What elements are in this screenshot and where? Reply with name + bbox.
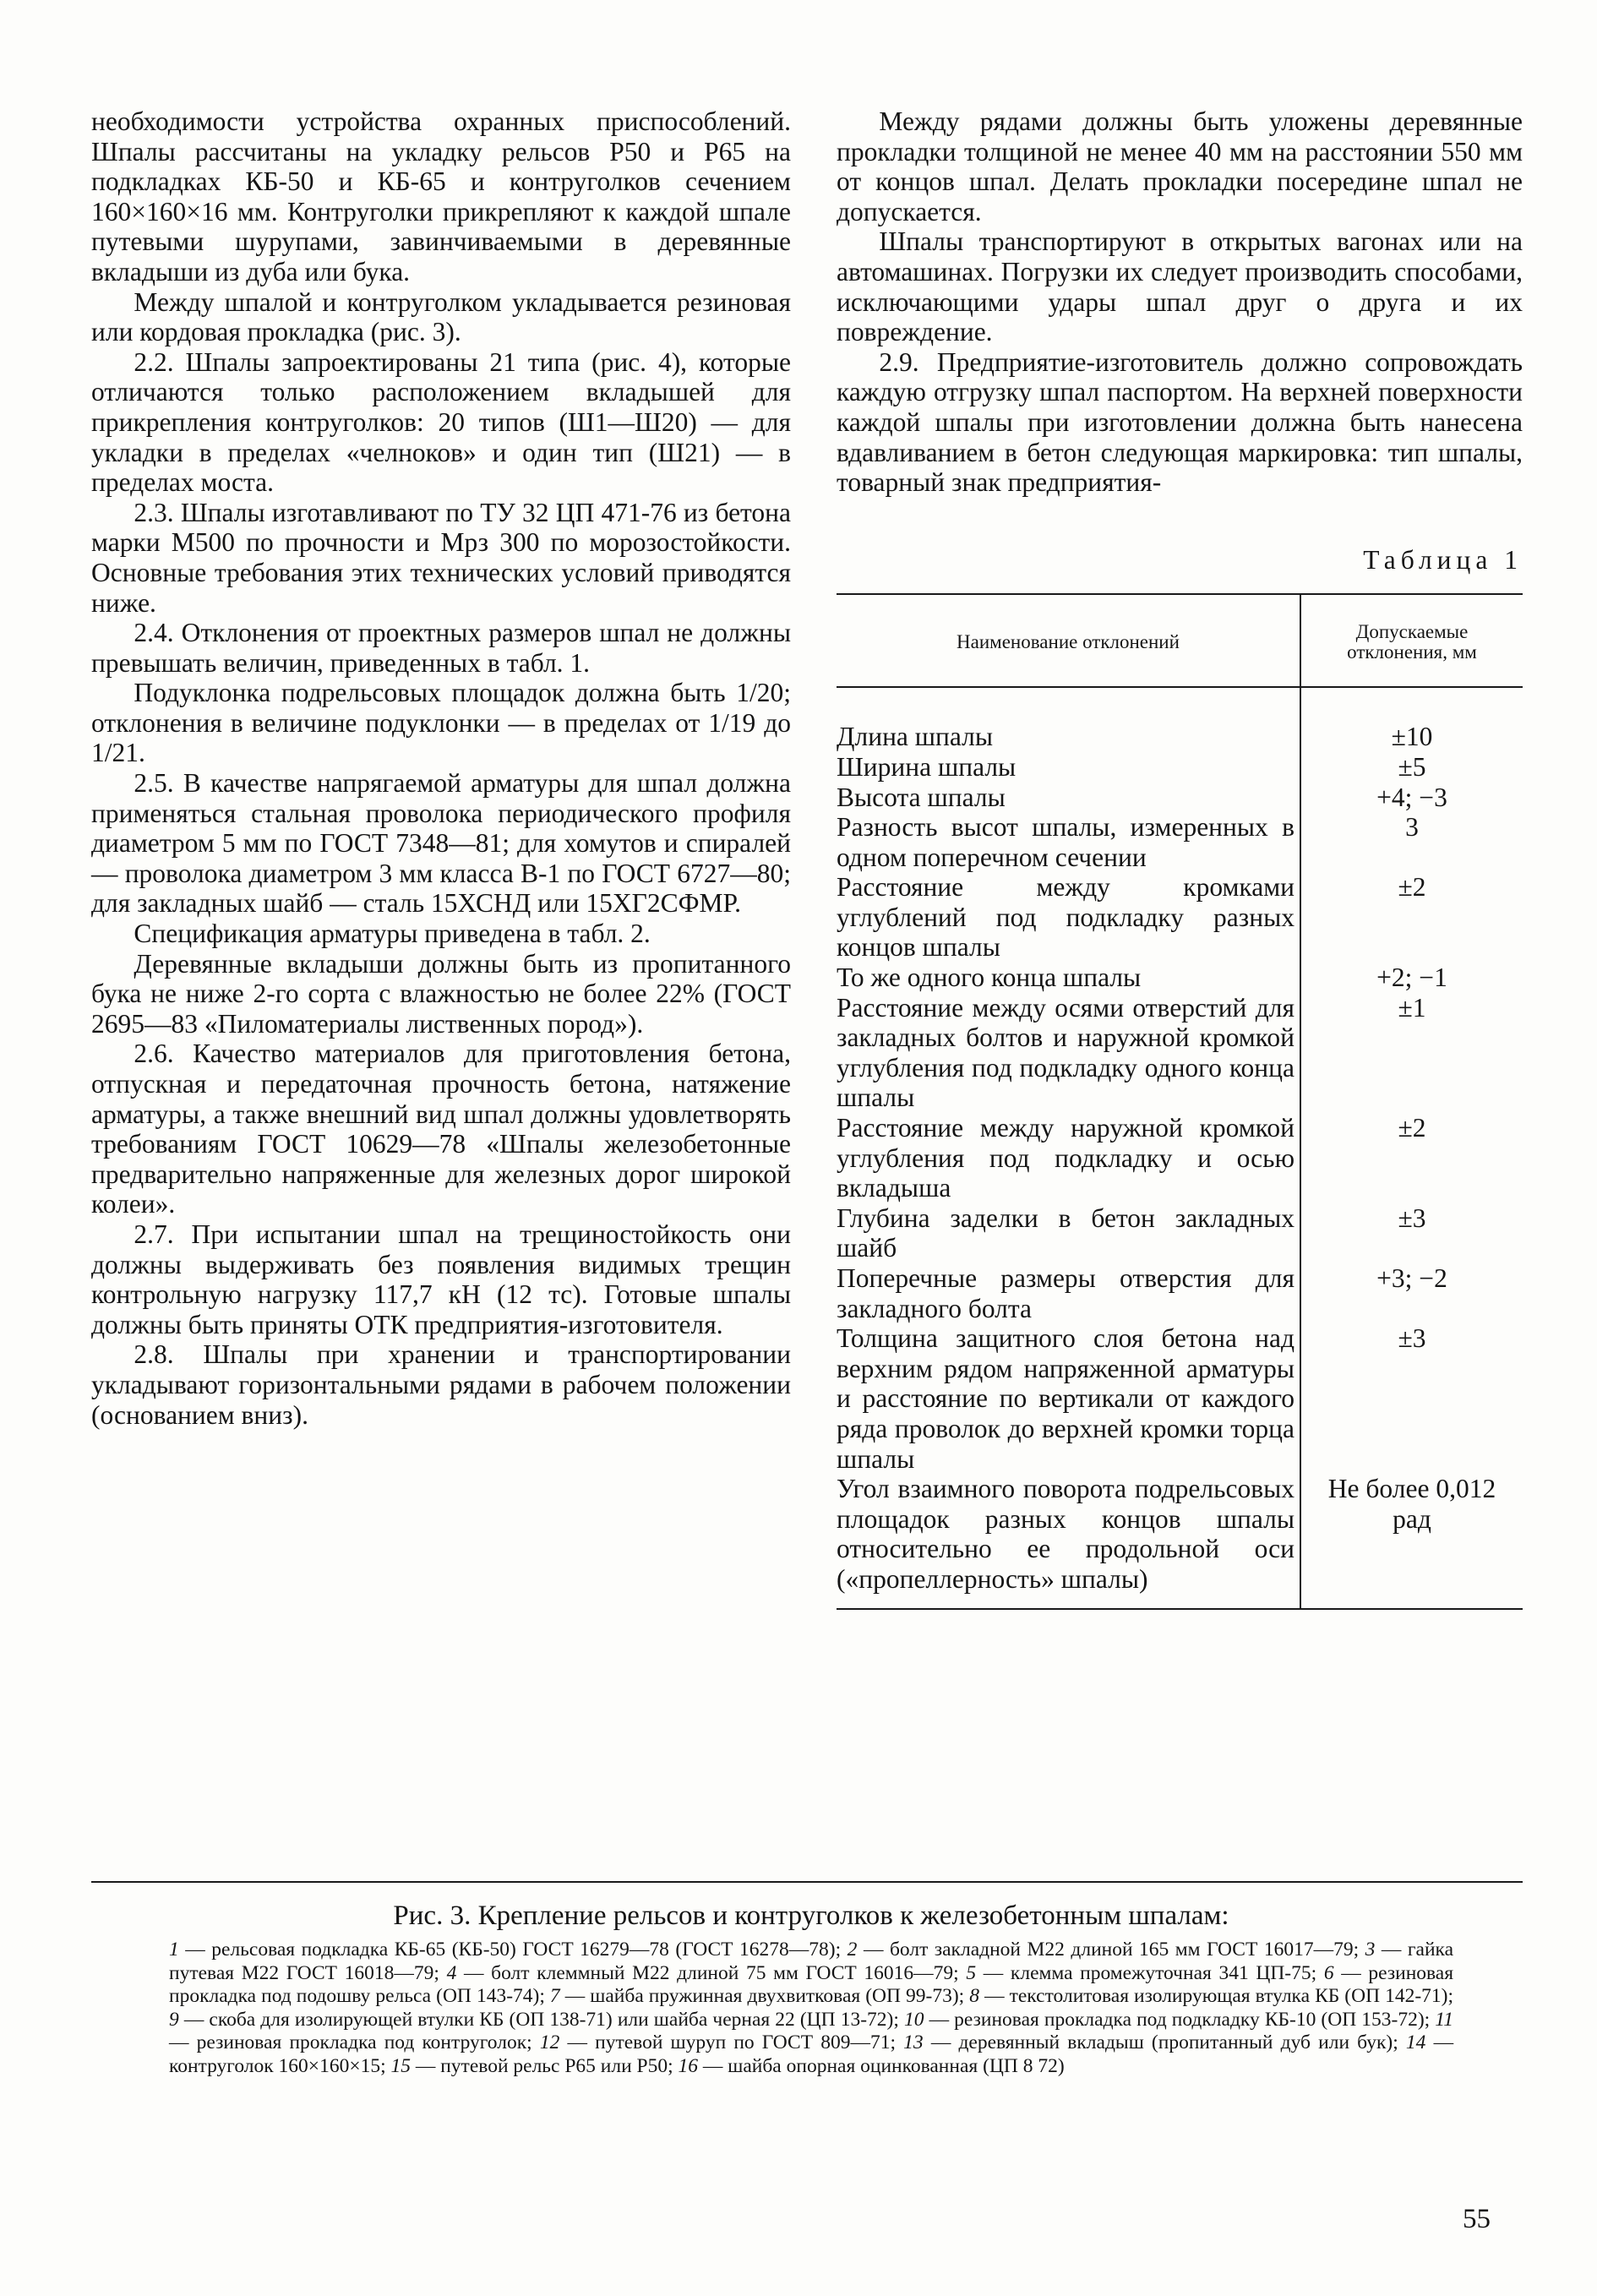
figure-divider <box>91 1881 1523 1883</box>
paragraph: 2.7. При испытании шпал на трещиностойкость они должны выдерживать без появления видимых трещин контрольную нагрузку 117,7 кН (12 тс). Готовые шпалы должны быть приняты ОТК предприятия-изготовителя. <box>91 1219 791 1339</box>
table-header-row <box>837 594 1523 687</box>
legend-number: 5 <box>966 1961 977 1984</box>
paragraph: 2.9. Предприятие-изготовитель должно сопровождать каждую отгрузку шпал паспортом. На верхней поверхности каждой шпалы при изготовлении должна быть нанесена вдавливанием в бетон следующая маркировка: тип шпалы, товарный знак предприятия- <box>837 346 1523 498</box>
legend-number: 9 <box>169 2008 179 2031</box>
deviation-name: Угол взаимного поворота подрельсовых площадок разных концов шпалы относительно ее продольной оси («пропеллерность» шпалы) <box>837 1474 1294 1594</box>
table-row <box>837 1113 1523 1203</box>
paragraph: необходимости устройства охранных приспособлений. Шпалы рассчитаны на укладку рельсов Р50 и Р65 на подкладках КБ-50 и КБ-65 и контруголков сечением 160×160×16 мм. Контруголки прикрепляют к каждой шпале путевыми шурупами, завинчиваемыми в деревянные вкладыши из дуба или бука. <box>91 106 791 286</box>
deviations-table <box>837 593 1523 1609</box>
legend-text: — болт клеммный М22 длиной 75 мм ГОСТ 16016—79; <box>464 1961 959 1984</box>
paragraph: 2.4. Отклонения от проектных размеров шпал не должны превышать величин, приведенных в табл. 1. <box>91 618 791 678</box>
table-row <box>837 1203 1523 1263</box>
deviation-value: +4; −3 <box>1300 783 1523 813</box>
legend-number: 7 <box>549 1985 560 2007</box>
deviation-name: Высота шпалы <box>837 782 1006 812</box>
table-row <box>837 752 1523 783</box>
legend-text: — резиновая прокладка под подкладку КБ-10 (ОП 153-72); <box>929 2008 1431 2031</box>
deviation-value: ±3 <box>1300 1203 1523 1263</box>
table-row <box>837 872 1523 963</box>
deviation-value: ±2 <box>1300 1113 1523 1203</box>
legend-number: 10 <box>903 2008 924 2031</box>
legend-text: — резиновая прокладка под контруголок; <box>169 2031 532 2053</box>
table-row <box>837 687 1523 752</box>
deviation-name: Длина шпалы <box>837 722 994 752</box>
deviation-value: ±1 <box>1300 993 1523 1113</box>
deviation-value: ±5 <box>1300 752 1523 783</box>
deviation-value: ±3 <box>1300 1323 1523 1474</box>
legend-text: — путевой шуруп по ГОСТ 809—71; <box>567 2031 896 2053</box>
table-row <box>837 1474 1523 1608</box>
table-row <box>837 783 1523 813</box>
table-row <box>837 1323 1523 1474</box>
figure-caption <box>169 1900 1453 2078</box>
paragraph: 2.6. Качество материалов для приготовления бетона, отпускная и передаточная прочность бетона, натяжение арматуры, а также внешний вид шпал должны удовлетворять требованиям ГОСТ 10629—78 «Шпалы железобетонные предварительно напряженные для железных дорог широкой колеи». <box>91 1039 791 1219</box>
figure-caption-title: Рис. 3. Крепление рельсов и контруголков к железобетонным шпалам: <box>393 1901 1229 1931</box>
legend-number: 2 <box>847 1939 858 1961</box>
legend-text: — резиновая прокладка под подошву рельса (ОП 143-74); <box>169 1961 1454 2007</box>
legend-text: — путевой рельс Р65 или Р50; <box>415 2054 673 2077</box>
legend-text: — рельсовая подкладка КБ-65 (КБ-50) ГОСТ 16279—78 (ГОСТ 16278—78); <box>185 1939 842 1961</box>
legend-number: 12 <box>539 2031 560 2053</box>
deviation-value: ±2 <box>1300 872 1523 963</box>
paragraph: Деревянные вкладыши должны быть из пропитанного бука не ниже 2-го сорта с влажностью не более 22% (ГОСТ 2695—83 «Пиломатериалы лиственных пород»). <box>91 948 791 1039</box>
legend-number: 16 <box>678 2054 698 2077</box>
deviation-name: Толщина защитного слоя бетона над верхним рядом напряженной арматуры и расстояние по вертикали от каждого ряда проволок до верхней кромки торца шпалы <box>837 1323 1294 1474</box>
deviation-value: 3 <box>1300 812 1523 872</box>
legend-number: 14 <box>1405 2031 1426 2053</box>
deviation-name: Расстояние между осями отверстий для закладных болтов и наружной кромкой углубления под подкладку одного конца шпалы <box>837 992 1294 1113</box>
table-body <box>837 687 1523 1608</box>
page-number: 55 <box>1463 2204 1491 2234</box>
deviation-name: Разность высот шпалы, измеренных в одном поперечном сечении <box>837 812 1294 872</box>
deviation-name: Расстояние между наружной кромкой углубления под подкладку и осью вкладыша <box>837 1113 1294 1203</box>
deviation-name: Расстояние между кромками углублений под подкладку разных концов шпалы <box>837 872 1294 963</box>
paragraph: 2.3. Шпалы изготавливают по ТУ 32 ЦП 471-76 из бетона марки М500 по прочности и Мрз 300 по морозостойкости. Основные требования этих технических условий приводятся ниже. <box>91 497 791 618</box>
legend-text: — клемма промежуточная 341 ЦП-75; <box>983 1961 1317 1984</box>
deviation-value: ±10 <box>1300 687 1523 752</box>
deviation-name: Глубина заделки в бетон закладных шайб <box>837 1203 1294 1263</box>
legend-text: — контруголок 160×160×15; <box>169 2031 1454 2077</box>
header-value: Допускаемые отклонения, мм <box>1300 594 1523 687</box>
paragraph: Между шпалой и контруголком укладывается резиновая или кордовая прокладка (рис. 3). <box>91 286 791 347</box>
legend-number: 1 <box>169 1939 179 1961</box>
deviation-value: Не более 0,012 рад <box>1300 1474 1523 1608</box>
paragraph: 2.2. Шпалы запроектированы 21 типа (рис. 4), которые отличаются только расположением вкладышей для прикрепления контруголков: 20 типов (Ш1—Ш20) — для укладки в пределах «челноков» и один тип (Ш21) — в пределах моста. <box>91 346 791 498</box>
right-column <box>837 106 1523 1610</box>
paragraph: 2.5. В качестве напрягаемой арматуры для шпал должна применяться стальная проволока периодического профиля диаметром 5 мм по ГОСТ 7348—81; для хомутов и спиралей — проволока диаметром 3 мм класса В-1 по ГОСТ 6727—80; для закладных шайб — сталь 15ХСНД или 15ХГ2СФМР. <box>91 768 791 919</box>
table-row <box>837 993 1523 1113</box>
paragraph: Между рядами должны быть уложены деревянные прокладки толщиной не менее 40 мм на расстоянии 550 мм от концов шпал. Делать прокладки посередине шпал не допускается. <box>837 106 1523 226</box>
legend-number: 8 <box>969 1985 980 2007</box>
deviation-value: +3; −2 <box>1300 1263 1523 1323</box>
deviation-value: +2; −1 <box>1300 963 1523 993</box>
figure-caption-legend <box>169 1939 1453 2078</box>
legend-text: — шайба пружинная двухвитковая (ОП 99-73); <box>564 1985 965 2007</box>
header-name: Наименование отклонений <box>837 594 1300 687</box>
table-row <box>837 1263 1523 1323</box>
paragraph: Шпалы транспортируют в открытых вагонах или на автомашинах. Погрузки их следует производить способами, исключающими удары шпал друг о друга и их повреждение. <box>837 226 1523 347</box>
legend-number: 11 <box>1435 2008 1454 2031</box>
deviation-name: То же одного конца шпалы <box>837 963 1142 993</box>
table-caption: Таблица 1 <box>1363 544 1523 575</box>
table-row <box>837 812 1523 872</box>
legend-number: 3 <box>1365 1939 1376 1961</box>
paragraph: 2.8. Шпалы при хранении и транспортировании укладывают горизонтальными рядами в рабочем положении (основанием вниз). <box>91 1339 791 1430</box>
legend-text: — болт закладной М22 длиной 165 мм ГОСТ 16017—79; <box>863 1939 1360 1961</box>
legend-text: — скоба для изолирующей втулки КБ (ОП 138-71) или шайба черная 22 (ЦП 13-72); <box>183 2008 899 2031</box>
legend-text: — текстолитовая изолирующая втулка КБ (ОП 142-71); <box>984 1985 1454 2007</box>
deviation-name: Поперечные размеры отверстия для закладного болта <box>837 1263 1294 1323</box>
paragraph: Спецификация арматуры приведена в табл. 2. <box>134 919 651 949</box>
legend-number: 13 <box>903 2031 924 2053</box>
legend-text: — шайба опорная оцинкованная (ЦП 8 72) <box>702 2054 1065 2077</box>
legend-number: 4 <box>446 1961 457 1984</box>
deviation-name: Ширина шпалы <box>837 751 1017 782</box>
left-column <box>91 106 791 1430</box>
legend-text: — деревянный вкладыш (пропитанный дуб или бук); <box>930 2031 1398 2053</box>
legend-number: 15 <box>390 2054 411 2077</box>
legend-text: — гайка путевая М22 ГОСТ 16018—79; <box>169 1939 1454 1984</box>
paragraph: Подуклонка подрельсовых площадок должна быть 1/20; отклонения в величине подуклонки — в пределах от 1/19 до 1/21. <box>91 678 791 768</box>
table-row <box>837 963 1523 993</box>
legend-number: 6 <box>1323 1961 1334 1984</box>
